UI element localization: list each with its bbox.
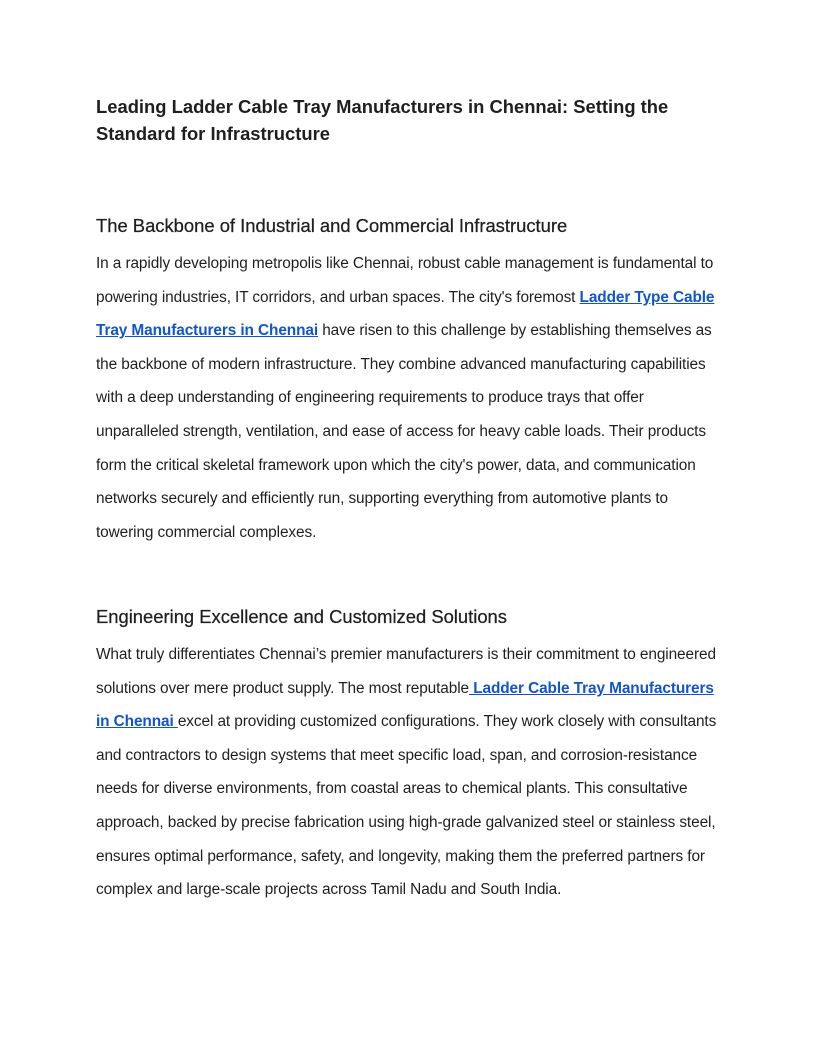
document-title: Leading Ladder Cable Tray Manufacturers in Chennai: Setting the Standard for Infrastructure [96, 96, 669, 144]
paragraph-engineering [96, 638, 720, 907]
section-heading-backbone: The Backbone of Industrial and Commercial Infrastructure [96, 215, 568, 236]
paragraph-text: What truly differentiates Chennai’s premier manufacturers is their commitment to engineered solutions over mere product supply. The most reputable [96, 646, 716, 697]
ladder-cable-tray-link[interactable]: Ladder Cable Tray Manufacturers in Chennai [96, 679, 714, 731]
section-heading-engineering: Engineering Excellence and Customized Solutions [96, 606, 507, 627]
paragraph-text: have risen to this challenge by establishing themselves as the backbone of modern infrastructure. They combine advanced manufacturing capabilities with a deep understanding of engineering requirements to produce trays that offer unparalleled strength, ventilation, and ease of access for heavy cable loads. Their products form the critical skeletal framework upon which the city's power, data, and communication networks securely and efficiently run, supporting everything from automotive plants to towering commercial complexes. [96, 322, 712, 541]
ladder-type-cable-tray-link[interactable]: Ladder Type Cable Tray Manufacturers in Chennai [96, 288, 715, 340]
paragraph-text: excel at providing customized configurations. They work closely with consultants and contractors to design systems that meet specific load, span, and corrosion-resistance needs for diverse environments, from coastal areas to chemical plants. This consultative approach, backed by precise fabrication using high-grade galvanized steel or stainless steel, ensures optimal performance, safety, and longevity, making them the preferred partners for complex and large-scale projects across Tamil Nadu and South India. [96, 713, 717, 899]
paragraph-backbone [96, 247, 720, 549]
paragraph-text: In a rapidly developing metropolis like Chennai, robust cable management is fundamental to powering industries, IT corridors, and urban spaces. The city's foremost [96, 255, 714, 306]
